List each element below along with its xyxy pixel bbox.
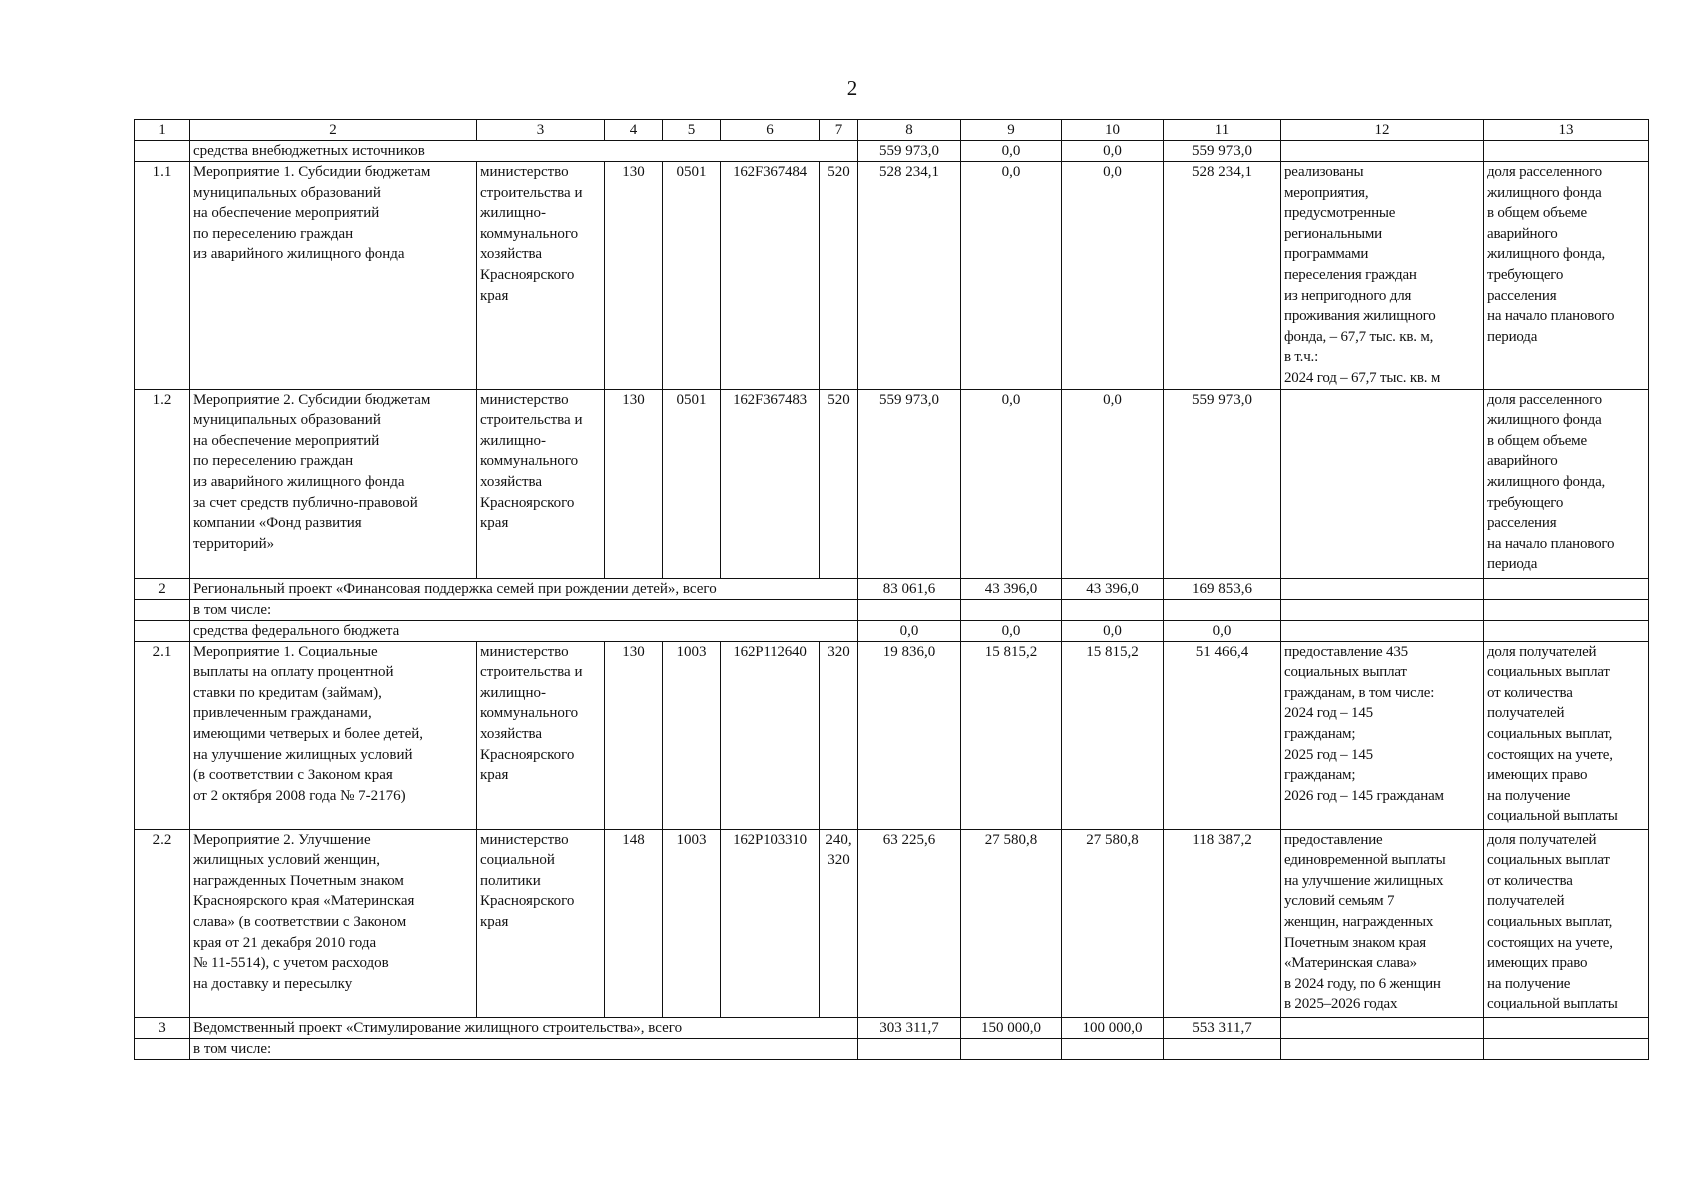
column-header: 4 bbox=[605, 120, 663, 141]
value-cell-10 bbox=[1062, 599, 1164, 620]
value-cell-9: 150 000,0 bbox=[961, 1017, 1062, 1038]
program-table bbox=[134, 119, 1649, 1060]
code-cell-4: 130 bbox=[605, 162, 663, 390]
indicator-cell bbox=[1484, 620, 1649, 641]
code-cell-5: 0501 bbox=[663, 162, 721, 390]
row-number-cell: 2 bbox=[135, 578, 190, 599]
executor-cell: министерство строительства и жилищно- коммунального хозяйства Красноярского края bbox=[477, 641, 605, 829]
table-row bbox=[135, 829, 1649, 1017]
value-cell-11 bbox=[1164, 1038, 1281, 1059]
value-cell-9: 15 815,2 bbox=[961, 641, 1062, 829]
row-number-cell: 2.2 bbox=[135, 829, 190, 1017]
indicator-cell: доля расселенного жилищного фонда в общем объеме аварийного жилищного фонда, требующего расселения на начало планового периода bbox=[1484, 162, 1649, 390]
value-cell-8: 559 973,0 bbox=[858, 141, 961, 162]
result-cell bbox=[1281, 578, 1484, 599]
indicator-cell bbox=[1484, 578, 1649, 599]
table-row bbox=[135, 578, 1649, 599]
value-cell-8: 0,0 bbox=[858, 620, 961, 641]
result-cell bbox=[1281, 599, 1484, 620]
code-cell-6: 162F367483 bbox=[721, 389, 820, 578]
column-header: 1 bbox=[135, 120, 190, 141]
column-header: 9 bbox=[961, 120, 1062, 141]
value-cell-8: 303 311,7 bbox=[858, 1017, 961, 1038]
table-row bbox=[135, 641, 1649, 829]
table-row bbox=[135, 389, 1649, 578]
value-cell-9: 0,0 bbox=[961, 141, 1062, 162]
indicator-cell: доля получателей социальных выплат от количества получателей социальных выплат, состоящих на учете, имеющих право на получение социальной выплаты bbox=[1484, 829, 1649, 1017]
indicator-cell bbox=[1484, 599, 1649, 620]
column-header: 13 bbox=[1484, 120, 1649, 141]
code-cell-7: 520 bbox=[820, 389, 858, 578]
table-row bbox=[135, 1038, 1649, 1059]
value-cell-9: 0,0 bbox=[961, 389, 1062, 578]
value-cell-11: 51 466,4 bbox=[1164, 641, 1281, 829]
executor-cell: министерство социальной политики Красноярского края bbox=[477, 829, 605, 1017]
code-cell-7: 240, 320 bbox=[820, 829, 858, 1017]
column-header: 12 bbox=[1281, 120, 1484, 141]
indicator-cell bbox=[1484, 1017, 1649, 1038]
row-number-cell: 2.1 bbox=[135, 641, 190, 829]
column-header: 2 bbox=[190, 120, 477, 141]
executor-cell: министерство строительства и жилищно- коммунального хозяйства Красноярского края bbox=[477, 162, 605, 390]
result-cell: реализованы мероприятия, предусмотренные региональными программами переселения граждан из непригодного для проживания жилищного фонда, – 67,7 тыс. кв. м, в т.ч.: 2024 год – 67,7 тыс. кв. м bbox=[1281, 162, 1484, 390]
code-cell-5: 0501 bbox=[663, 389, 721, 578]
value-cell-10: 43 396,0 bbox=[1062, 578, 1164, 599]
value-cell-9: 27 580,8 bbox=[961, 829, 1062, 1017]
code-cell-5: 1003 bbox=[663, 641, 721, 829]
row-number-cell bbox=[135, 620, 190, 641]
table-row bbox=[135, 141, 1649, 162]
result-cell bbox=[1281, 141, 1484, 162]
description-cell: Мероприятие 2. Субсидии бюджетам муниципальных образований на обеспечение мероприятий по переселению граждан из аварийного жилищного фонда за счет средств публично-правовой компании «Фонд развития территорий» bbox=[190, 389, 477, 578]
description-cell: Мероприятие 1. Субсидии бюджетам муниципальных образований на обеспечение мероприятий по переселению граждан из аварийного жилищного фонда bbox=[190, 162, 477, 390]
executor-cell: министерство строительства и жилищно- коммунального хозяйства Красноярского края bbox=[477, 389, 605, 578]
row-number-cell bbox=[135, 1038, 190, 1059]
row-number-cell bbox=[135, 599, 190, 620]
code-cell-6: 162F367484 bbox=[721, 162, 820, 390]
value-cell-9 bbox=[961, 599, 1062, 620]
code-cell-6: 162P112640 bbox=[721, 641, 820, 829]
result-cell bbox=[1281, 389, 1484, 578]
row-label: в том числе: bbox=[190, 599, 858, 620]
page-number: 2 bbox=[846, 76, 858, 100]
value-cell-9: 0,0 bbox=[961, 162, 1062, 390]
column-header: 10 bbox=[1062, 120, 1164, 141]
column-header: 6 bbox=[721, 120, 820, 141]
value-cell-10: 0,0 bbox=[1062, 141, 1164, 162]
section-title: Региональный проект «Финансовая поддержка семей при рождении детей», всего bbox=[190, 578, 858, 599]
value-cell-8: 83 061,6 bbox=[858, 578, 961, 599]
result-cell bbox=[1281, 620, 1484, 641]
value-cell-9 bbox=[961, 1038, 1062, 1059]
column-header: 3 bbox=[477, 120, 605, 141]
indicator-cell: доля расселенного жилищного фонда в общем объеме аварийного жилищного фонда, требующего расселения на начало планового периода bbox=[1484, 389, 1649, 578]
value-cell-9: 0,0 bbox=[961, 620, 1062, 641]
value-cell-10: 100 000,0 bbox=[1062, 1017, 1164, 1038]
row-number-cell bbox=[135, 141, 190, 162]
column-header: 8 bbox=[858, 120, 961, 141]
code-cell-4: 148 bbox=[605, 829, 663, 1017]
value-cell-9: 43 396,0 bbox=[961, 578, 1062, 599]
row-number-cell: 1.1 bbox=[135, 162, 190, 390]
column-header: 7 bbox=[820, 120, 858, 141]
result-cell: предоставление единовременной выплаты на улучшение жилищных условий семьям 7 женщин, награжденных Почетным знаком края «Материнская слава» в 2024 году, по 6 женщин в 2025–2026 годах bbox=[1281, 829, 1484, 1017]
row-label: средства внебюджетных источников bbox=[190, 141, 858, 162]
value-cell-8: 63 225,6 bbox=[858, 829, 961, 1017]
result-cell bbox=[1281, 1017, 1484, 1038]
value-cell-11: 0,0 bbox=[1164, 620, 1281, 641]
row-number-cell: 3 bbox=[135, 1017, 190, 1038]
value-cell-8: 528 234,1 bbox=[858, 162, 961, 390]
value-cell-10: 15 815,2 bbox=[1062, 641, 1164, 829]
value-cell-8: 19 836,0 bbox=[858, 641, 961, 829]
description-cell: Мероприятие 2. Улучшение жилищных условий женщин, награжденных Почетным знаком Красноярского края «Материнская слава» (в соответствии с Законом края от 21 декабря 2010 года № 11-5514), с учетом расходов на доставку и пересылку bbox=[190, 829, 477, 1017]
value-cell-11: 559 973,0 bbox=[1164, 141, 1281, 162]
section-title: Ведомственный проект «Стимулирование жилищного строительства», всего bbox=[190, 1017, 858, 1038]
value-cell-11 bbox=[1164, 599, 1281, 620]
value-cell-10: 0,0 bbox=[1062, 620, 1164, 641]
value-cell-8: 559 973,0 bbox=[858, 389, 961, 578]
row-number-cell: 1.2 bbox=[135, 389, 190, 578]
column-header: 11 bbox=[1164, 120, 1281, 141]
column-header: 5 bbox=[663, 120, 721, 141]
code-cell-7: 320 bbox=[820, 641, 858, 829]
value-cell-8 bbox=[858, 599, 961, 620]
code-cell-7: 520 bbox=[820, 162, 858, 390]
value-cell-10: 0,0 bbox=[1062, 389, 1164, 578]
result-cell bbox=[1281, 1038, 1484, 1059]
table-row bbox=[135, 162, 1649, 390]
code-cell-5: 1003 bbox=[663, 829, 721, 1017]
indicator-cell: доля получателей социальных выплат от количества получателей социальных выплат, состоящих на учете, имеющих право на получение социальной выплаты bbox=[1484, 641, 1649, 829]
value-cell-11: 169 853,6 bbox=[1164, 578, 1281, 599]
indicator-cell bbox=[1484, 1038, 1649, 1059]
table-row bbox=[135, 599, 1649, 620]
value-cell-11: 559 973,0 bbox=[1164, 389, 1281, 578]
value-cell-10: 0,0 bbox=[1062, 162, 1164, 390]
row-label: в том числе: bbox=[190, 1038, 858, 1059]
value-cell-8 bbox=[858, 1038, 961, 1059]
indicator-cell bbox=[1484, 141, 1649, 162]
description-cell: Мероприятие 1. Социальные выплаты на оплату процентной ставки по кредитам (займам), привлеченным гражданами, имеющими четверых и более детей, на улучшение жилищных условий (в соответствии с Законом края от 2 октября 2008 года № 7-2176) bbox=[190, 641, 477, 829]
value-cell-11: 118 387,2 bbox=[1164, 829, 1281, 1017]
table-row bbox=[135, 1017, 1649, 1038]
value-cell-10: 27 580,8 bbox=[1062, 829, 1164, 1017]
code-cell-4: 130 bbox=[605, 389, 663, 578]
value-cell-11: 528 234,1 bbox=[1164, 162, 1281, 390]
code-cell-4: 130 bbox=[605, 641, 663, 829]
code-cell-6: 162P103310 bbox=[721, 829, 820, 1017]
value-cell-11: 553 311,7 bbox=[1164, 1017, 1281, 1038]
result-cell: предоставление 435 социальных выплат гражданам, в том числе: 2024 год – 145 гражданам; 2025 год – 145 гражданам; 2026 год – 145 гражданам bbox=[1281, 641, 1484, 829]
value-cell-10 bbox=[1062, 1038, 1164, 1059]
table-row bbox=[135, 620, 1649, 641]
row-label: средства федерального бюджета bbox=[190, 620, 858, 641]
header-row bbox=[135, 120, 1649, 141]
